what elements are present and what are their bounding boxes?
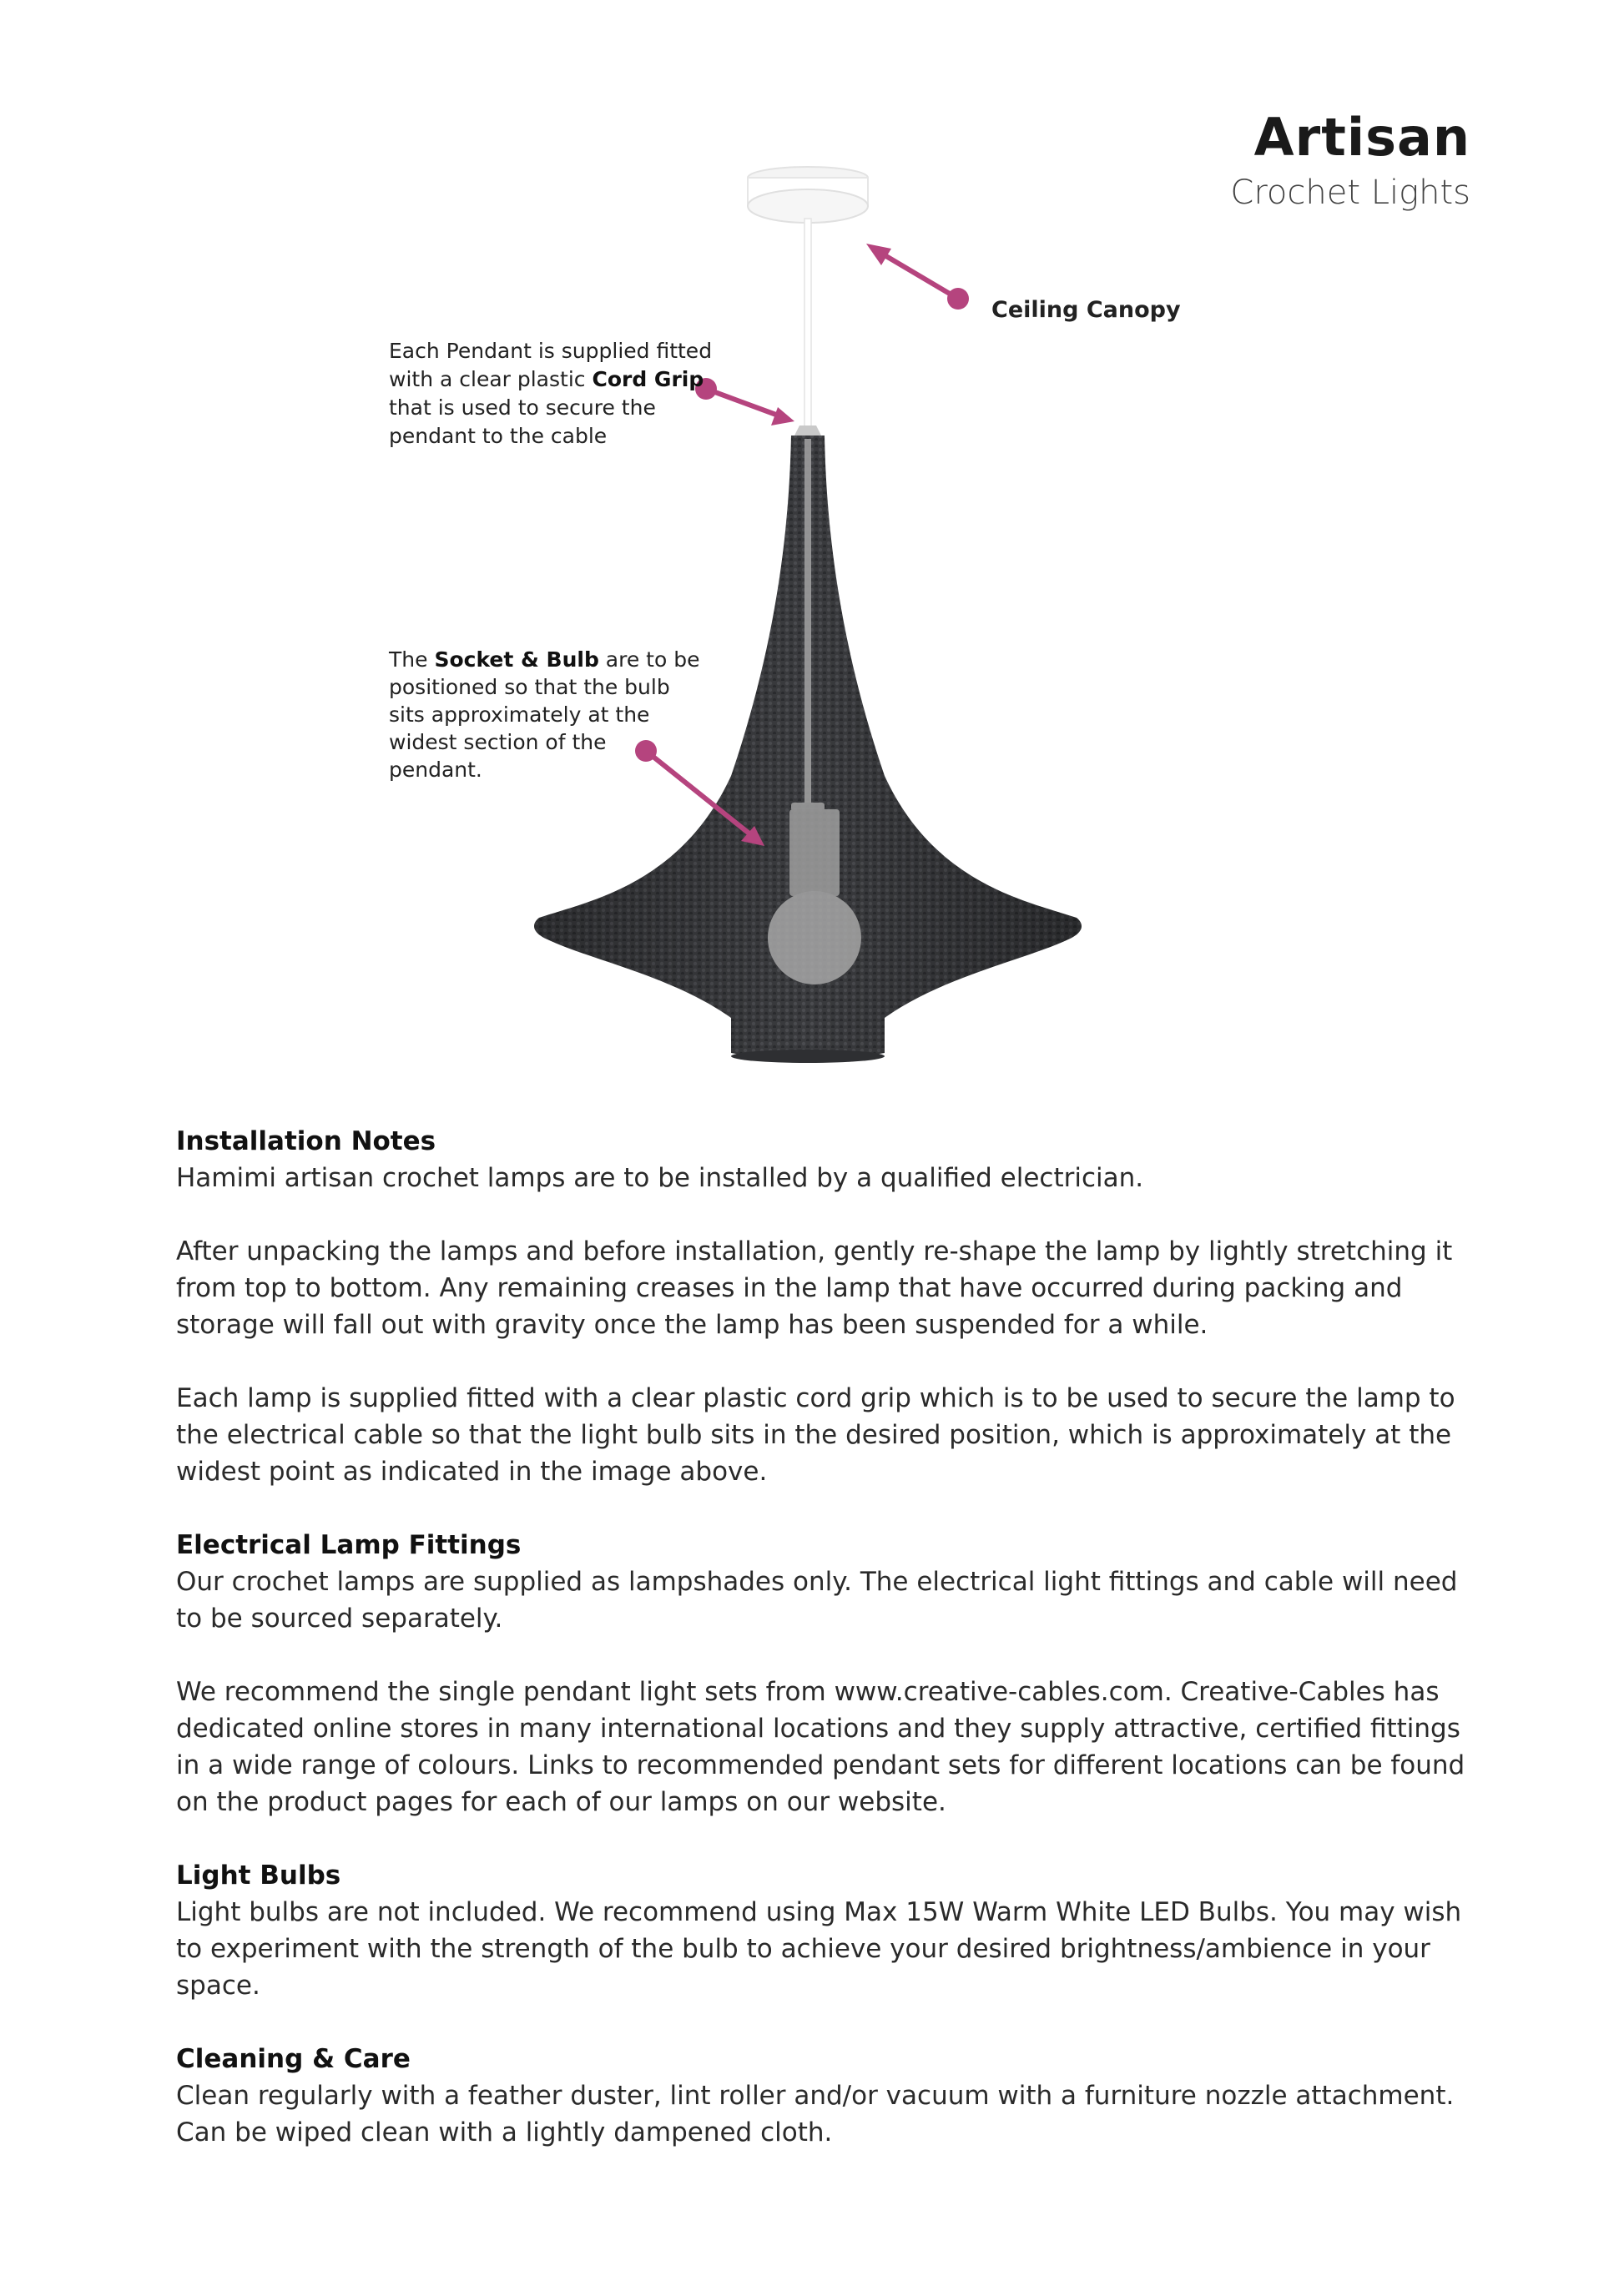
socket-callout-text-end: are to be positioned so that the bulb sits approximately at the widest section of the pendant. [389, 647, 700, 782]
document-body [176, 1123, 1486, 2188]
section-heading: Cleaning & Care [176, 2044, 411, 2074]
brand-title: Artisan [1253, 107, 1470, 168]
cord-grip-callout-text: Each Pendant is supplied fitted with a clear plastic [389, 339, 713, 391]
section-cleaning-care [176, 2041, 1486, 2151]
paragraph: After unpacking the lamps and before installation, gently re-shape the lamp by lightly stretching it from top to bottom. Any remaining creases in the lamp that have occurred during packing and storage will fall out with gravity once the lamp has been suspended for a while. [176, 1236, 1453, 1340]
paragraph: Clean regularly with a feather duster, lint roller and/or vacuum with a furniture nozzle attachment. Can be wiped clean with a lightly dampened cloth. [176, 2081, 1455, 2147]
socket-callout [389, 646, 706, 783]
canopy-arrow [866, 244, 969, 310]
ceiling-canopy-label: Ceiling Canopy [991, 297, 1181, 323]
section-installation-notes [176, 1123, 1486, 1490]
lamp-diagram [0, 0, 1624, 1101]
paragraph: Our crochet lamps are supplied as lampshades only. The electrical light fittings and cable will need to be sourced separately. [176, 1567, 1458, 1634]
electrical-cable [804, 219, 811, 427]
paragraph: We recommend the single pendant light sets from www.creative-cables.com. Creative-Cables has dedicated online stores in many international locations and they supply attractive, certified fittings in a wide range of colours. Links to recommended pendant sets for different locations can be found on the product pages for each of our lamps on our website. [176, 1677, 1465, 1817]
section-heading: Light Bulbs [176, 1860, 341, 1891]
cord-grip-callout-bold: Cord Grip [592, 367, 704, 391]
section-heading: Installation Notes [176, 1126, 436, 1156]
ceiling-canopy [748, 167, 868, 223]
cord-grip-callout-text-end: that is used to secure the pendant to the cable [389, 395, 656, 448]
section-light-bulbs [176, 1857, 1486, 2004]
paragraph: Each lamp is supplied fitted with a clear plastic cord grip which is to be used to secure the lamp to the electrical cable so that the light bulb sits in the desired position, which is approximately at the widest point as indicated in the image above. [176, 1383, 1455, 1487]
paragraph: Light bulbs are not included. We recommend using Max 15W Warm White LED Bulbs. You may wish to experiment with the strength of the bulb to achieve your desired brightness/ambience in your space. [176, 1897, 1462, 2001]
cord-grip-callout [389, 337, 723, 451]
brand-subtitle: Crochet Lights [1230, 174, 1470, 212]
socket-callout-text: The [389, 647, 435, 672]
paragraph: Hamimi artisan crochet lamps are to be installed by a qualified electrician. [176, 1163, 1144, 1193]
section-heading: Electrical Lamp Fittings [176, 1530, 522, 1560]
section-electrical-lamp-fittings [176, 1527, 1486, 1820]
socket-callout-bold: Socket & Bulb [434, 647, 599, 672]
